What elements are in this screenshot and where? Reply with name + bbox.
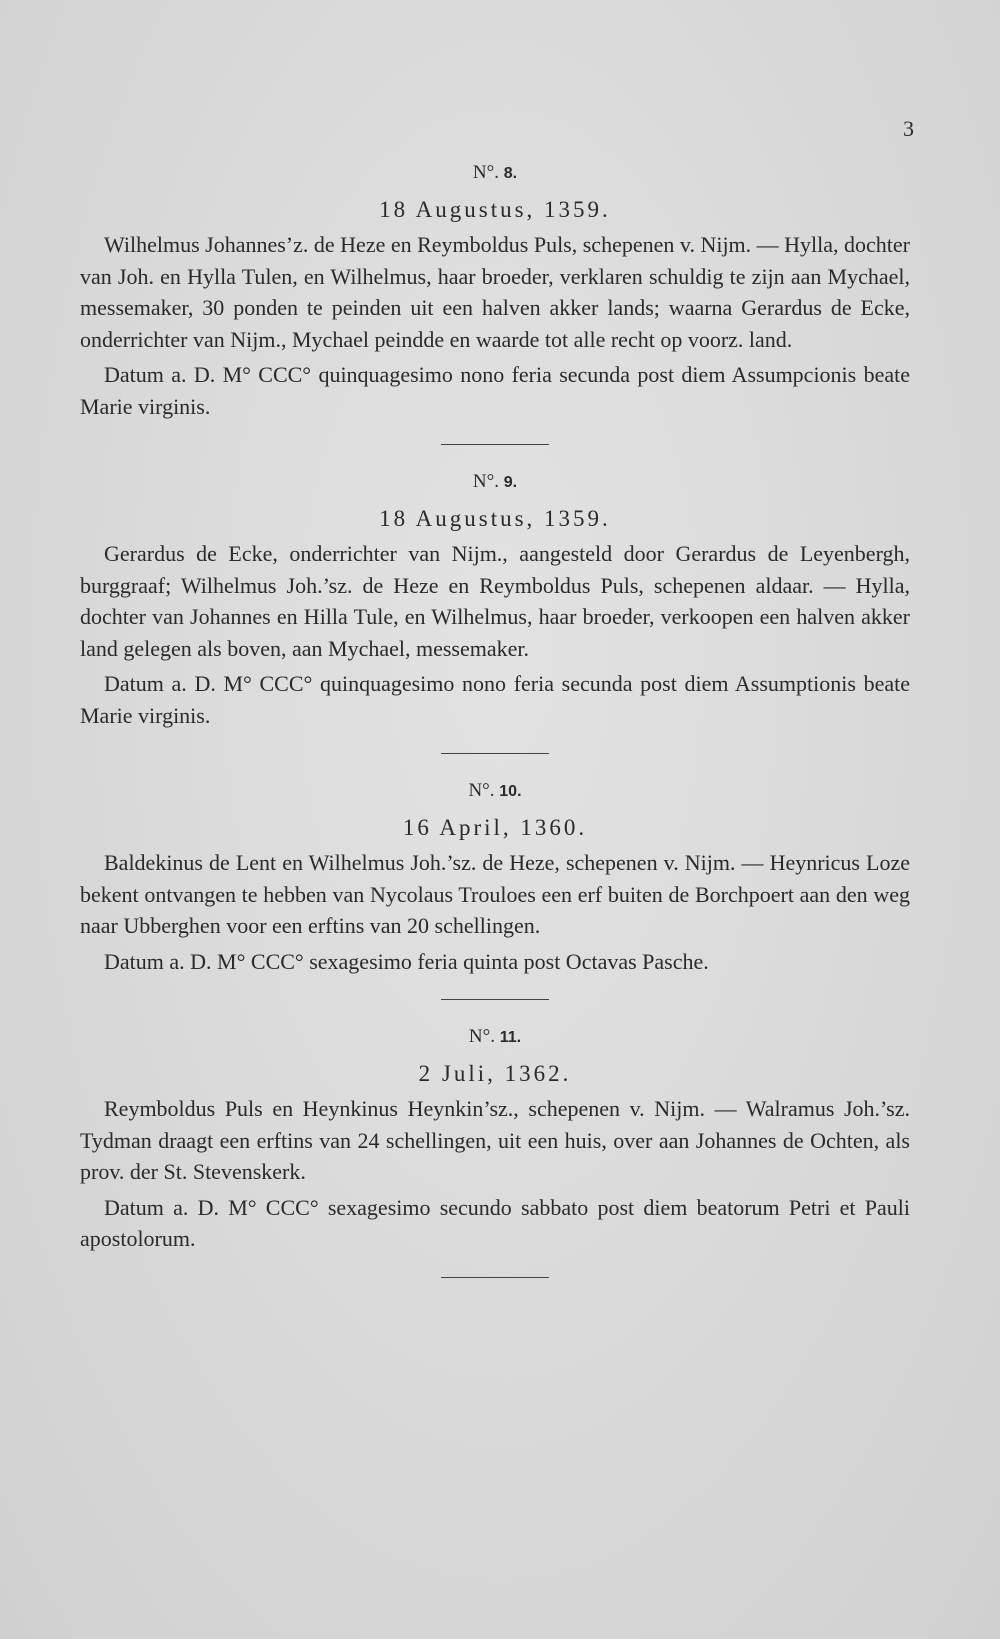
section-divider xyxy=(441,999,549,1000)
entry-date: 18 Augustus, 1359. xyxy=(379,506,611,531)
entry-number xyxy=(80,1024,910,1051)
entry-number-prefix: N°. xyxy=(472,471,499,492)
entry-text: Gerardus de Ecke, onderrichter van Nijm., aangesteld door Gerardus de Leyenbergh, burggraaf; Wilhelmus Joh.’sz. de Heze en Reymboldus Puls, schepenen aldaar. — Hylla, dochter van Johannes en Hilla Tule, en Wilhelmus, haar broeder, verkoopen een halven akker land gelegen als boven, aan Mychael, messemaker. xyxy=(80,541,910,661)
entry-9 xyxy=(80,469,910,731)
entry-number xyxy=(80,778,910,805)
entry-number-value: 11. xyxy=(499,1029,522,1046)
entry-number-prefix: N°. xyxy=(472,162,499,183)
entry-date: 18 Augustus, 1359. xyxy=(379,197,611,222)
entry-datum: Datum a. D. M° CCC° quinquagesimo nono feria secunda post diem Assumptionis beate Marie virginis. xyxy=(80,671,910,728)
entry-date: 16 April, 1360. xyxy=(402,815,588,840)
section-divider xyxy=(441,753,549,754)
entry-datum: Datum a. D. M° CCC° sexagesimo secundo sabbato post diem beatorum Petri et Pauli apostolorum. xyxy=(80,1194,910,1251)
section-divider xyxy=(441,444,549,445)
entry-number-prefix: N°. xyxy=(468,780,495,801)
entry-8 xyxy=(80,160,910,422)
entry-text: Reymboldus Puls en Heynkinus Heynkin’sz., schepenen v. Nijm. — Walramus Joh.’sz. Tydman draagt een erftins van 24 schellingen, uit een huis, over aan Johannes de Ochten, als prov. der St. Stevenskerk. xyxy=(80,1096,910,1184)
entry-10 xyxy=(80,778,910,977)
entry-number-prefix: N°. xyxy=(468,1026,495,1047)
entry-number xyxy=(80,160,910,187)
document-content xyxy=(80,160,910,1302)
entry-text: Baldekinus de Lent en Wilhelmus Joh.’sz. de Heze, schepenen v. Nijm. — Heynricus Loze bekent ontvangen te hebben van Nycolaus Trouloes een erf buiten de Borchpoert aan den weg naar Ubberghen voor een erftins van 20 schellingen. xyxy=(80,850,910,938)
entry-text: Wilhelmus Johannes’z. de Heze en Reymboldus Puls, schepenen v. Nijm. — Hylla, dochter van Joh. en Hylla Tulen, en Wilhelmus, haar broeder, verklaren schuldig te zijn aan Mychael, messemaker, 30 ponden te peinden uit een halven akker lands; waarna Gerardus de Ecke, onderrichter van Nijm., Mychael peindde en waarde tot alle recht op voorz. land. xyxy=(80,232,911,352)
entry-number-value: 9. xyxy=(503,474,518,491)
entry-date: 2 Juli, 1362. xyxy=(418,1061,572,1086)
entry-number xyxy=(80,469,910,496)
entry-number-value: 10. xyxy=(499,783,522,800)
entry-datum: Datum a. D. M° CCC° quinquagesimo nono feria secunda post diem Assumpcionis beate Marie virginis. xyxy=(80,362,910,419)
entry-datum: Datum a. D. M° CCC° sexagesimo feria quinta post Octavas Pasche. xyxy=(104,948,709,974)
entry-number-value: 8. xyxy=(503,165,518,182)
entry-11 xyxy=(80,1024,910,1255)
page-number: 3 xyxy=(903,116,914,141)
section-divider xyxy=(441,1277,549,1278)
